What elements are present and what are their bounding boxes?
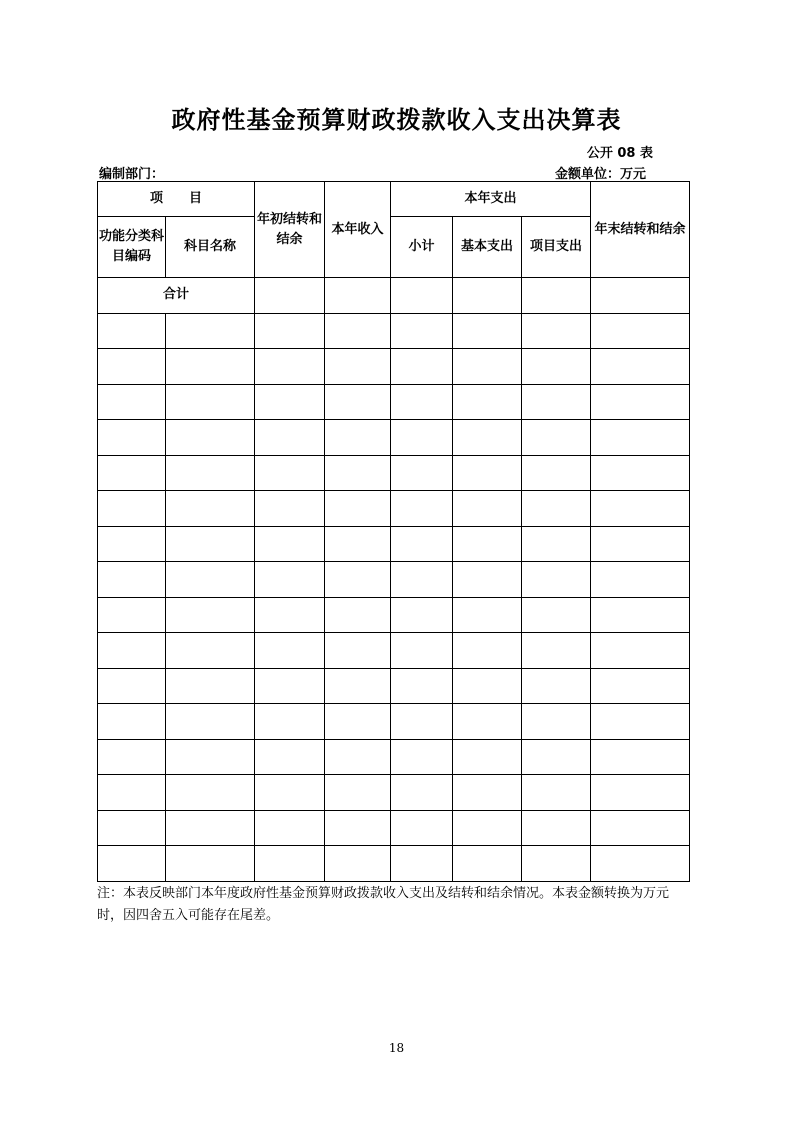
table-cell <box>98 739 166 775</box>
table-cell <box>391 668 453 704</box>
table-cell <box>325 384 391 420</box>
table-cell <box>591 562 690 598</box>
table-cell <box>391 597 453 633</box>
table-cell <box>98 455 166 491</box>
table-cell <box>255 455 325 491</box>
header-income: 本年收入 <box>325 182 391 278</box>
table-cell <box>325 313 391 349</box>
table-cell <box>391 739 453 775</box>
table-cell <box>325 349 391 385</box>
budget-table <box>97 181 690 882</box>
table-row <box>98 597 690 633</box>
table-cell <box>255 491 325 527</box>
table-cell <box>255 846 325 882</box>
table-cell <box>166 313 255 349</box>
table-cell <box>325 739 391 775</box>
table-cell <box>166 349 255 385</box>
table-cell <box>391 846 453 882</box>
table-cell <box>591 704 690 740</box>
table-row <box>98 810 690 846</box>
table-row <box>98 455 690 491</box>
table-cell <box>591 775 690 811</box>
header-expense: 本年支出 <box>391 182 591 217</box>
table-row <box>98 562 690 598</box>
table-cell <box>98 384 166 420</box>
table-cell <box>255 313 325 349</box>
table-cell <box>98 704 166 740</box>
table-cell <box>255 420 325 456</box>
table-cell <box>325 775 391 811</box>
table-cell <box>391 313 453 349</box>
table-cell <box>98 420 166 456</box>
header-end-balance: 年末结转和结余 <box>591 182 690 278</box>
table-cell <box>453 668 522 704</box>
header-row-1 <box>98 182 690 217</box>
table-cell <box>522 526 591 562</box>
table-cell <box>453 384 522 420</box>
table-row <box>98 633 690 669</box>
department-label: 编制部门： <box>99 167 165 182</box>
header-basic: 基本支出 <box>453 217 522 278</box>
table-cell <box>325 704 391 740</box>
table-cell <box>325 526 391 562</box>
table-cell <box>166 491 255 527</box>
table-cell <box>166 455 255 491</box>
table-cell <box>255 349 325 385</box>
table-cell <box>98 491 166 527</box>
table-cell <box>391 526 453 562</box>
table-cell <box>522 810 591 846</box>
table-cell <box>591 633 690 669</box>
table-cell <box>453 739 522 775</box>
table-cell <box>166 384 255 420</box>
table-row <box>98 313 690 349</box>
table-cell <box>166 739 255 775</box>
table-cell <box>391 349 453 385</box>
header-item: 项 目 <box>98 182 255 217</box>
table-cell <box>325 278 391 314</box>
table-cell <box>522 846 591 882</box>
table-cell <box>98 562 166 598</box>
table-row <box>98 349 690 385</box>
table-row <box>98 846 690 882</box>
table-cell <box>591 455 690 491</box>
table-cell <box>166 775 255 811</box>
table-cell <box>591 349 690 385</box>
table-cell <box>325 633 391 669</box>
total-row <box>98 278 690 314</box>
table-cell <box>453 704 522 740</box>
table-cell <box>522 384 591 420</box>
table-cell <box>166 420 255 456</box>
table-cell <box>391 562 453 598</box>
table-row <box>98 775 690 811</box>
table-row <box>98 668 690 704</box>
page-number: 18 <box>388 1041 405 1055</box>
table-cell <box>591 384 690 420</box>
form-number: 公开 08 表 <box>586 146 653 161</box>
table-row <box>98 739 690 775</box>
header-subtotal: 小计 <box>391 217 453 278</box>
table-cell <box>522 420 591 456</box>
footnote: 注：本表反映部门本年度政府性基金预算财政拨款收入支出及结转和结余情况。本表金额转换为万元时，因四舍五入可能存在尾差。 <box>97 886 670 923</box>
table-cell <box>453 491 522 527</box>
header-subject-name: 科目名称 <box>166 217 255 278</box>
table-cell <box>255 739 325 775</box>
header-func-code: 功能分类科目编码 <box>98 217 166 278</box>
table-cell <box>591 313 690 349</box>
table-cell <box>98 810 166 846</box>
table-cell <box>522 313 591 349</box>
table-row <box>98 526 690 562</box>
table-cell <box>166 633 255 669</box>
table-cell <box>255 384 325 420</box>
table-cell <box>98 597 166 633</box>
table-cell <box>453 810 522 846</box>
table-cell <box>325 562 391 598</box>
table-cell <box>591 526 690 562</box>
table-cell <box>522 739 591 775</box>
table-cell <box>166 668 255 704</box>
table-cell <box>453 420 522 456</box>
table-cell <box>522 633 591 669</box>
table-row <box>98 420 690 456</box>
table-cell <box>325 668 391 704</box>
table-cell <box>255 668 325 704</box>
table-row <box>98 491 690 527</box>
table-cell <box>522 349 591 385</box>
table-cell <box>453 455 522 491</box>
table-cell <box>591 846 690 882</box>
table-cell <box>325 420 391 456</box>
table-cell <box>591 597 690 633</box>
table-cell <box>255 810 325 846</box>
table-cell <box>453 278 522 314</box>
table-cell <box>391 420 453 456</box>
header-project: 项目支出 <box>522 217 591 278</box>
table-cell <box>522 455 591 491</box>
table-cell <box>522 491 591 527</box>
table-cell <box>591 668 690 704</box>
table-cell <box>391 704 453 740</box>
table-row <box>98 384 690 420</box>
table-cell <box>255 633 325 669</box>
table-cell <box>325 491 391 527</box>
amount-unit-label: 金额单位：万元 <box>554 167 646 182</box>
table-cell <box>453 775 522 811</box>
table-cell <box>453 633 522 669</box>
table-cell <box>391 384 453 420</box>
table-cell <box>325 846 391 882</box>
table-cell <box>255 775 325 811</box>
table-cell <box>391 633 453 669</box>
table-cell <box>522 704 591 740</box>
table-row <box>98 704 690 740</box>
table-cell <box>453 597 522 633</box>
table-cell <box>255 278 325 314</box>
table-cell <box>391 491 453 527</box>
table-cell <box>522 278 591 314</box>
table-cell <box>98 349 166 385</box>
table-cell <box>325 810 391 846</box>
table-cell <box>98 668 166 704</box>
table-cell <box>591 739 690 775</box>
table-cell <box>453 526 522 562</box>
table-cell <box>391 775 453 811</box>
table-cell <box>166 810 255 846</box>
table-cell <box>98 846 166 882</box>
table-cell <box>98 526 166 562</box>
table-cell <box>522 562 591 598</box>
table-cell <box>166 526 255 562</box>
table-cell <box>453 562 522 598</box>
table-cell <box>98 775 166 811</box>
table-cell <box>166 846 255 882</box>
empty-rows <box>98 313 690 881</box>
table-cell <box>166 704 255 740</box>
table-cell <box>591 420 690 456</box>
table-cell <box>453 313 522 349</box>
table-cell <box>391 810 453 846</box>
table-cell <box>98 633 166 669</box>
table-cell <box>166 562 255 598</box>
table-cell <box>391 455 453 491</box>
table-cell <box>166 597 255 633</box>
table-cell <box>325 455 391 491</box>
table-cell <box>391 278 453 314</box>
table-cell <box>591 278 690 314</box>
table-cell <box>591 810 690 846</box>
table-cell <box>453 349 522 385</box>
table-cell <box>522 668 591 704</box>
table-cell <box>255 597 325 633</box>
table-cell <box>453 846 522 882</box>
table-cell <box>591 491 690 527</box>
header-begin-balance: 年初结转和结余 <box>255 182 325 278</box>
table-cell <box>255 704 325 740</box>
table-cell <box>522 775 591 811</box>
page-title: 政府性基金预算财政拨款收入支出决算表 <box>171 106 622 134</box>
table-cell <box>255 562 325 598</box>
total-label: 合计 <box>98 278 255 314</box>
table-cell <box>255 526 325 562</box>
table-cell <box>325 597 391 633</box>
table-cell <box>522 597 591 633</box>
table-cell <box>98 313 166 349</box>
